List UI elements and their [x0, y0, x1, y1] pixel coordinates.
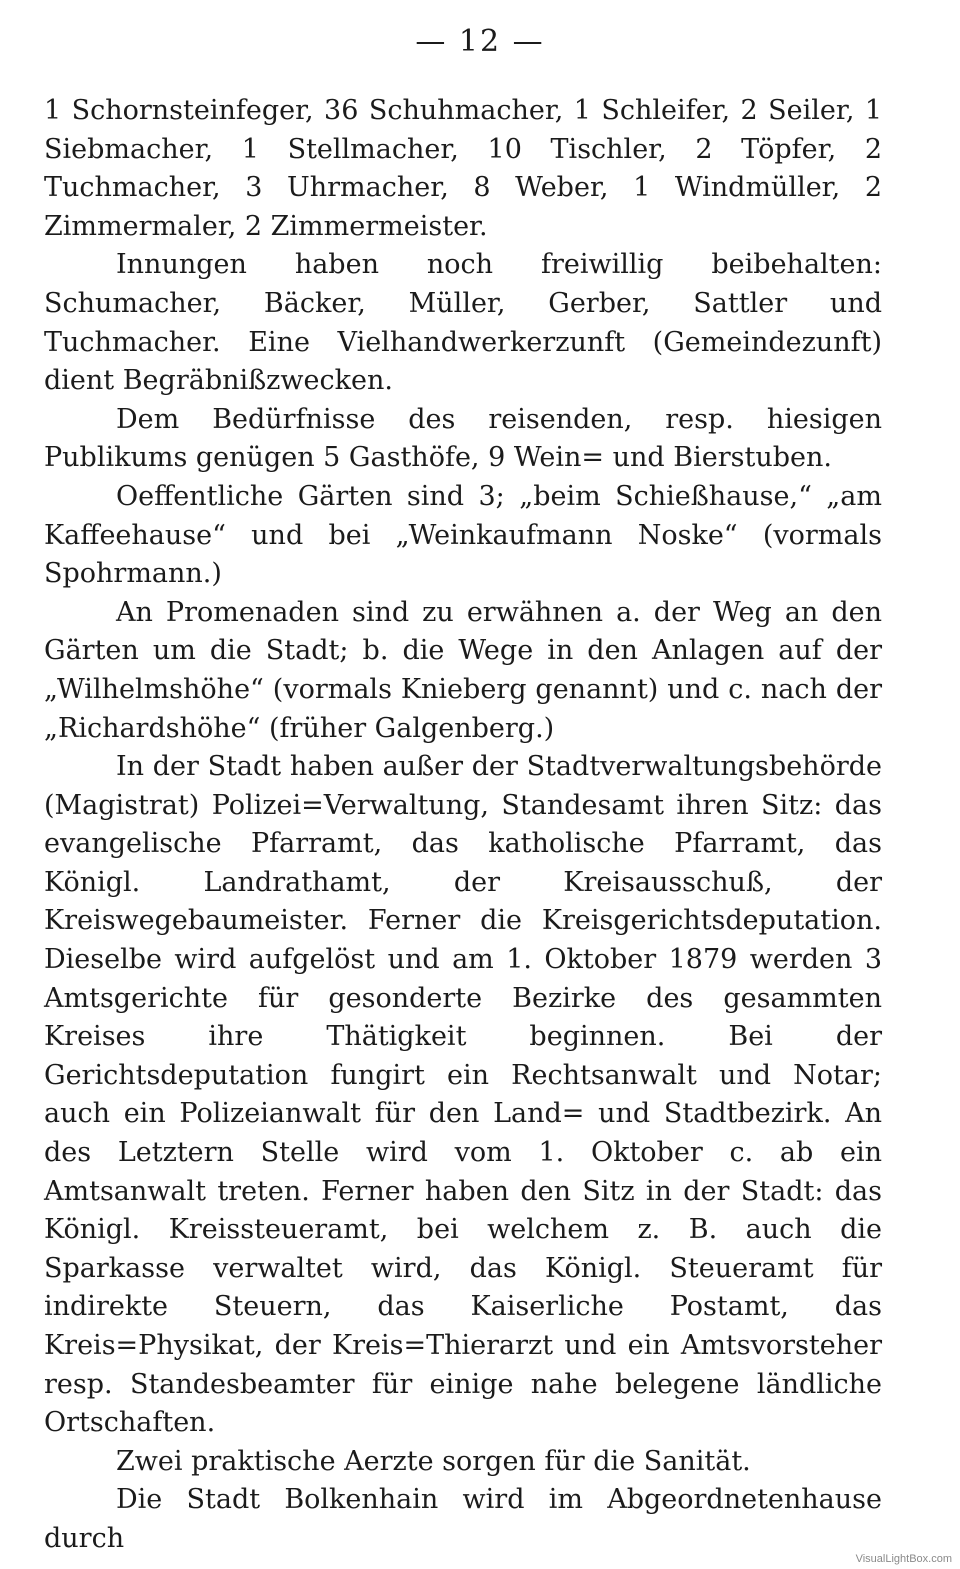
paragraph-guilds: Innungen haben noch freiwillig beibehalten: Schumacher, Bäcker, Müller, Gerber, Sattler und Tuchmacher. Eine Vielhandwerkerzunft (Gemeindezunft) dient Begräbnißzwecken.: [44, 249, 882, 397]
paragraph-doctors: Zwei praktische Aerzte sorgen für die Sanität.: [116, 1445, 751, 1477]
paragraph-parliament: Die Stadt Bolkenhain wird im Abgeordnetenhause durch: [44, 1484, 882, 1554]
paragraph-inns: Dem Bedürfnisse des reisenden, resp. hiesigen Publikums genügen 5 Gasthöfe, 9 Wein= und Bierstuben.: [44, 403, 882, 474]
paragraph-authorities: In der Stadt haben außer der Stadtverwaltungsbehörde (Magistrat) Polizei=Verwaltung, Standesamt ihren Sitz: das evangelische Pfarramt, das katholische Pfarramt, das Königl. Landrathamt, der Kreisausschuß, der Kreiswegebaumeister. Ferner die Kreisgerichtsdeputation. Dieselbe wird aufgelöst und am 1. Oktober 1879 werden 3 Amtsgerichte für gesonderte Bezirke des gesammten Kreises ihre Thätigkeit beginnen. Bei der Gerichtsdeputation fungirt ein Rechtsanwalt und Notar; auch ein Polizeianwalt für den Land= und Stadtbezirk. An des Letztern Stelle wird vom 1. Oktober c. ab ein Amtsanwalt treten. Ferner haben den Sitz in der Stadt: das Königl. Kreissteueramt, bei welchem z. B. auch die Sparkasse verwaltet wird, das Königl. Steueramt für indirekte Steuern, das Kaiserliche Postamt, das Kreis=Physikat, der Kreis=Thierarzt und ein Amtsvorsteher resp. Standesbeamter für einige nahe belegene ländliche Ortschaften.: [44, 751, 882, 1439]
page-text: [44, 92, 882, 1559]
page-number: — 12 —: [415, 24, 545, 59]
watermark-text: VisualLightBox.com: [855, 1553, 952, 1565]
paragraph-trades-list: 1 Schornsteinfeger, 36 Schuhmacher, 1 Schleifer, 2 Seiler, 1 Siebmacher, 1 Stellmacher, 10 Tischler, 2 Töpfer, 2 Tuchmacher, 3 Uhrmacher, 8 Weber, 1 Windmüller, 2 Zimmermaler, 2 Zimmermeister.: [44, 95, 882, 242]
paragraph-gardens: Oeffentliche Gärten sind 3; „beim Schießhause,“ „am Kaffeehause“ und bei „Weinkaufmann Noske“ (vormals Spohrmann.): [44, 480, 882, 590]
paragraph-promenades: An Promenaden sind zu erwähnen a. der Weg an den Gärten um die Stadt; b. die Wege in den Anlagen auf der „Wilhelmshöhe“ (vormals Knieberg genannt) und c. nach der „Richardshöhe“ (früher Galgenberg.): [44, 596, 882, 744]
